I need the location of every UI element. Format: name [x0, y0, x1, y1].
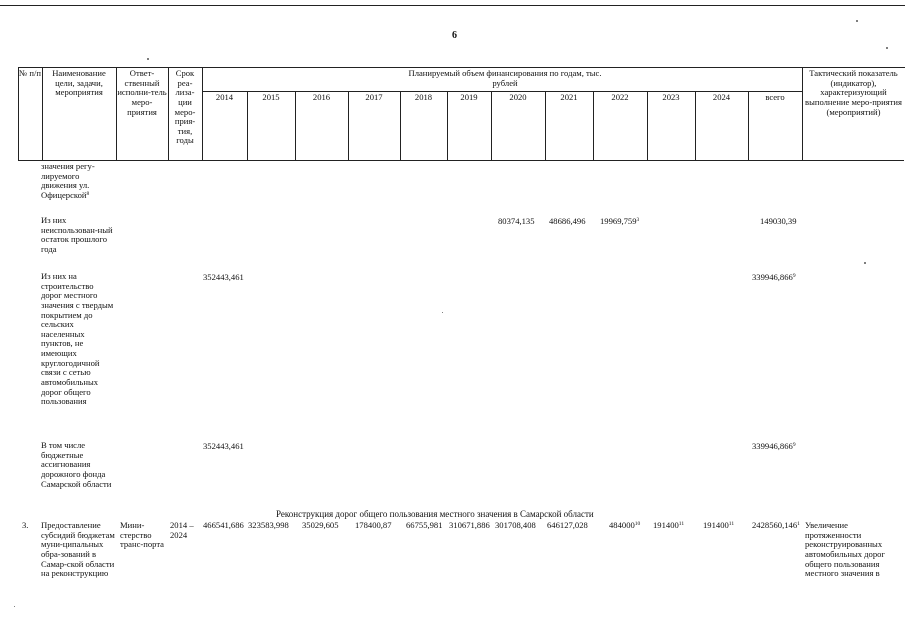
cell-sub-2020: 301708,408	[495, 520, 536, 530]
scan-speck	[856, 20, 858, 22]
year-2015: 2015	[262, 92, 280, 102]
cell-sub-2018: 66755,981	[406, 520, 443, 530]
year-2020: 2020	[509, 92, 527, 102]
row-continuation-text: значения регу-лируемого движения ул. Офицерской$^8$	[41, 161, 95, 200]
year-2018: 2018	[414, 92, 433, 102]
header-term: Срок реа-лиза-ции меро-прия-тия, годы	[174, 68, 196, 146]
header-bottom-line	[18, 160, 904, 161]
year-2023: 2023	[662, 92, 680, 102]
row-subsidies-responsible: Мини-стерство транс-порта	[120, 520, 165, 550]
cell-fund-total: 339946,866$^9$	[752, 441, 796, 451]
row-road-fund-text: В том числе бюджетные ассигнования дорожного фонда Самарской области	[41, 440, 112, 489]
col-divider	[802, 67, 803, 160]
header-num: № п/п	[19, 68, 41, 78]
cell-sub-2024: 191400$^{11}$	[703, 520, 735, 530]
row-subsidies-term: 2014 – 2024	[170, 520, 194, 540]
cell-sub-total: 2428560,146$^1$	[752, 520, 800, 530]
row-rural-roads-text: Из них на строительство дорог местного значения с твердым покрытием до сельских населенных пунктов, не имеющих круглогодичной связи с сетью автомобильных дорог общего пользования	[41, 271, 114, 407]
year-2022: 2022	[611, 92, 629, 102]
cell-unused-total: 149030,39	[760, 216, 797, 226]
row-unused-balance-text: Из них неиспользован-ный остаток прошлого года	[41, 215, 113, 254]
scan-speck	[442, 312, 443, 313]
header-responsible: Ответ-ственный исполни-тель меро-приятия	[117, 68, 167, 117]
section-title: Реконструкция дорог общего пользования местного значения в Самарской области	[276, 509, 594, 519]
year-row-top-line	[202, 91, 802, 92]
year-2021: 2021	[560, 92, 578, 102]
cell-sub-2019: 310671,886	[449, 520, 490, 530]
year-total: всего	[765, 92, 785, 102]
col-divider	[202, 67, 203, 160]
cell-fund-2014: 352443,461	[203, 441, 244, 451]
scan-speck	[864, 262, 866, 264]
header-indicator: Тактический показатель (индикатор), характеризующий выполнение меро-приятия (мероприятий)	[805, 68, 902, 117]
cell-sub-2015: 323583,998	[248, 520, 289, 530]
cell-rural-total: 339946,866$^9$	[752, 272, 796, 282]
page-number: 6	[452, 30, 457, 41]
scan-speck	[886, 47, 888, 49]
cell-sub-2021: 646127,028	[547, 520, 588, 530]
cell-unused-2021: 48686,496	[549, 216, 586, 226]
top-border-line	[0, 5, 905, 6]
col-divider	[168, 67, 169, 160]
year-2019: 2019	[460, 92, 478, 102]
header-name: Наименование цели, задачи, мероприятия	[52, 68, 106, 98]
year-2014: 2014	[215, 92, 234, 102]
cell-unused-2022: 19969,759$^3$	[600, 216, 640, 226]
row-num-3: 3.	[22, 520, 29, 530]
cell-sub-2023: 191400$^{11}$	[653, 520, 685, 530]
cell-sub-2014: 466541,686	[203, 520, 244, 530]
scan-speck	[147, 58, 149, 60]
year-2016: 2016	[312, 92, 331, 102]
row-subsidies-indicator: Увеличение протяженности реконструированных автомобильных дорог общего пользования местного значения в	[805, 520, 885, 579]
header-financing: Планируемый объем финансирования по годам, тыс. рублей	[408, 68, 602, 88]
cell-sub-2017: 178400,87	[355, 520, 392, 530]
scan-speck	[14, 606, 15, 607]
year-2017: 2017	[365, 92, 383, 102]
year-2024: 2024	[712, 92, 731, 102]
cell-rural-2014: 352443,461	[203, 272, 244, 282]
cell-sub-2016: 35029,605	[302, 520, 339, 530]
cell-sub-2022: 484000$^{10}$	[609, 520, 641, 530]
row-subsidies-text: Предоставление субсидий бюджетам муни-ципальных обра-зований в Самар-ской области на реконструкцию	[41, 520, 115, 579]
cell-unused-2020: 80374,135	[498, 216, 535, 226]
col-divider	[42, 67, 43, 160]
